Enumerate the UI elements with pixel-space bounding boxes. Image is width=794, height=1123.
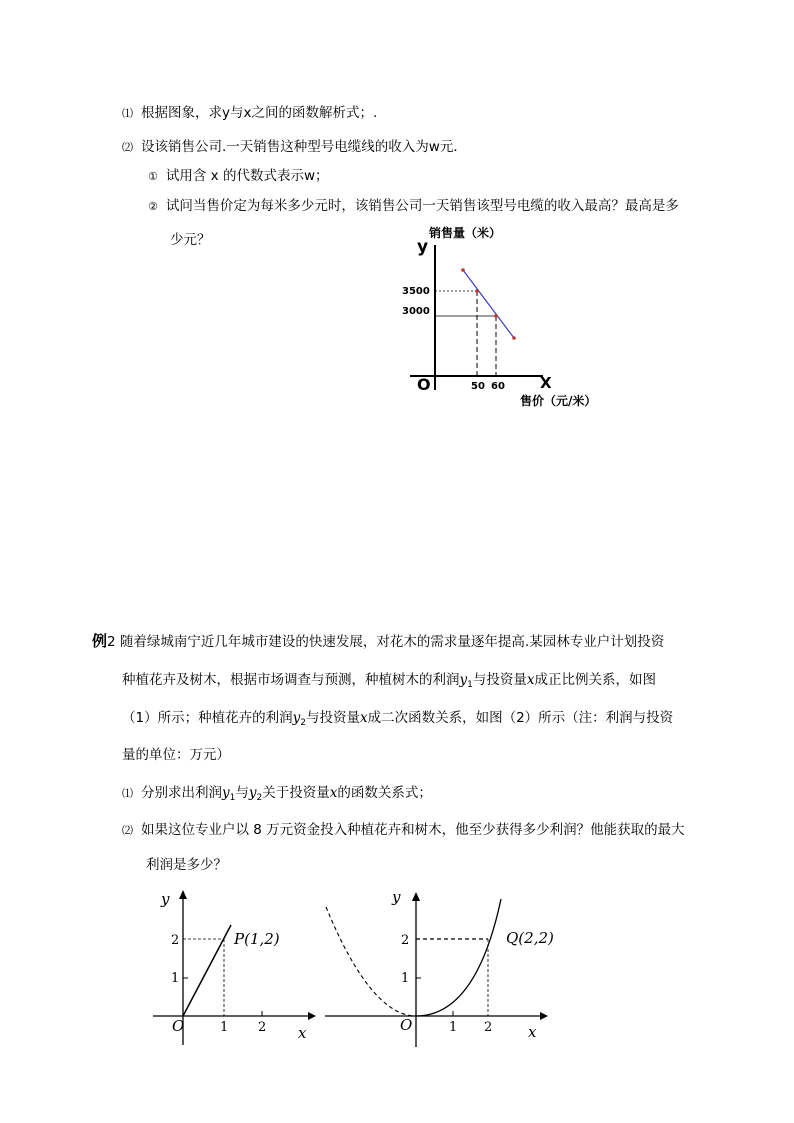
question-2b-number: ② <box>148 200 158 213</box>
graph1-x-label: X <box>540 374 552 392</box>
q1-var-y1: y <box>222 785 230 801</box>
graph1-point-end <box>512 336 516 340</box>
q1-var-x: x <box>329 785 338 801</box>
example2-q1-text-d: 的函数关系式； <box>337 785 432 801</box>
graph1-y-label: y <box>417 237 429 257</box>
example2-q2-continued: 利润是多少？ <box>146 857 227 873</box>
question-2b <box>148 194 679 214</box>
graph3-origin: O <box>400 1016 413 1034</box>
graph2-xtick-2: 2 <box>258 1020 267 1035</box>
question-1 <box>122 101 377 121</box>
question-2b-continued: 少元？ <box>170 232 211 248</box>
graph2-ytick-2: 2 <box>171 933 180 948</box>
graph1-tick-3500: 3500 <box>402 286 430 297</box>
graph1-point-start <box>461 268 465 272</box>
question-2a-number: ① <box>148 170 158 183</box>
example2-number: 2 <box>107 634 116 650</box>
example2-line2 <box>122 668 656 690</box>
example2-line4: 量的单位：万元） <box>122 747 230 763</box>
graph1-x-title: 售价（元/米） <box>520 394 597 408</box>
parabola-graph <box>320 885 555 1055</box>
example2-line1 <box>92 630 664 651</box>
question-2a <box>148 164 329 184</box>
var-x: x <box>526 672 535 688</box>
graph3-x-arrow <box>540 1012 548 1020</box>
graph1-sales-line <box>463 270 514 338</box>
example2-q1-text-b: 与 <box>235 785 249 801</box>
sales-graph <box>395 225 625 410</box>
question-2-text: 设该销售公司.一天销售这种型号电缆线的收入为w元． <box>141 139 467 155</box>
sub-1: 1 <box>467 680 473 690</box>
graph2-x-arrow <box>308 1012 316 1020</box>
example2-q1 <box>122 781 432 803</box>
question-2 <box>122 135 467 155</box>
question-1-text: 根据图象，求y与x之间的函数解析式；. <box>141 105 378 121</box>
example2-q1-text-a: 分别求出利润 <box>141 785 222 801</box>
graph2-ytick-1: 1 <box>171 971 180 986</box>
example2-q1-number: ⑴ <box>122 787 133 800</box>
graph3-ytick-2: 2 <box>401 933 410 948</box>
q1-sub-1: 1 <box>229 793 236 803</box>
graph1-tick-50: 50 <box>471 381 485 392</box>
graph2-point-label: P(1,2) <box>234 930 280 948</box>
graph1-tick-3000: 3000 <box>402 306 430 317</box>
example2-text-3c: 成二次函数关系，如图（2）所示（注：利润与投资 <box>367 710 674 726</box>
example2-q2 <box>122 818 685 838</box>
example2-q2-number: ⑵ <box>122 824 133 837</box>
q1-sub-2: 2 <box>256 793 263 803</box>
var-x-2: x <box>359 710 368 726</box>
q1-var-y2: y <box>248 785 257 801</box>
question-2-number: ⑵ <box>122 141 133 154</box>
graph1-point-50 <box>475 289 479 293</box>
example2-text-2b: 与投资量 <box>472 672 527 688</box>
example2-text-3b: 与投资量 <box>305 710 360 726</box>
var-y2: y <box>292 710 301 726</box>
var-y1: y <box>459 672 468 688</box>
graph2-y-arrow <box>179 890 187 899</box>
graph2-x-label: x <box>298 1024 307 1042</box>
graph3-y-label: y <box>392 888 401 906</box>
graph1-point-60 <box>494 314 498 318</box>
example2-text-3a: （1）所示；种植花卉的利润 <box>122 710 293 726</box>
graph3-parabola-left <box>326 907 416 1016</box>
question-2a-text: 试用含 x 的代数式表示w； <box>165 168 329 184</box>
graph3-y-arrow <box>412 892 420 901</box>
graph3-x-label: x <box>528 1023 537 1041</box>
graph3-point-label: Q(2,2) <box>506 929 554 947</box>
example2-line3 <box>122 706 673 728</box>
linear-graph <box>148 885 318 1055</box>
graph3-parabola-right <box>416 899 501 1016</box>
example2-label: 例 <box>92 632 108 650</box>
example2-text-2c: 成正比例关系，如图 <box>534 672 656 688</box>
graph1-tick-60: 60 <box>491 381 505 392</box>
example2-text-2a: 种植花卉及树木，根据市场调查与预测，种植树木的利润 <box>122 672 460 688</box>
graph3-ytick-1: 1 <box>401 971 410 986</box>
graph2-y-label: y <box>161 890 170 908</box>
graph3-xtick-1: 1 <box>449 1020 458 1035</box>
graph1-origin: O <box>417 375 431 394</box>
example2-q1-text-c: 关于投资量 <box>262 785 330 801</box>
graph3-xtick-2: 2 <box>484 1020 493 1035</box>
graph2-xtick-1: 1 <box>220 1020 229 1035</box>
graph1-y-title: 销售量（米） <box>429 226 502 240</box>
example2-q2-text: 如果这位专业户以 8 万元资金投入种植花卉和树木，他至少获得多少利润？他能获取的最大 <box>141 822 685 838</box>
question-2b-text: 试问当售价定为每米多少元时，该销售公司一天销售该型号电缆的收入最高？最高是多 <box>165 198 679 214</box>
question-1-number: ⑴ <box>122 107 133 120</box>
graph2-origin: O <box>172 1017 185 1035</box>
example2-text-1: 随着绿城南宁近几年城市建设的快速发展，对花木的需求量逐年提高.某园林专业户计划投资 <box>119 634 665 650</box>
sub-2: 2 <box>300 718 306 728</box>
